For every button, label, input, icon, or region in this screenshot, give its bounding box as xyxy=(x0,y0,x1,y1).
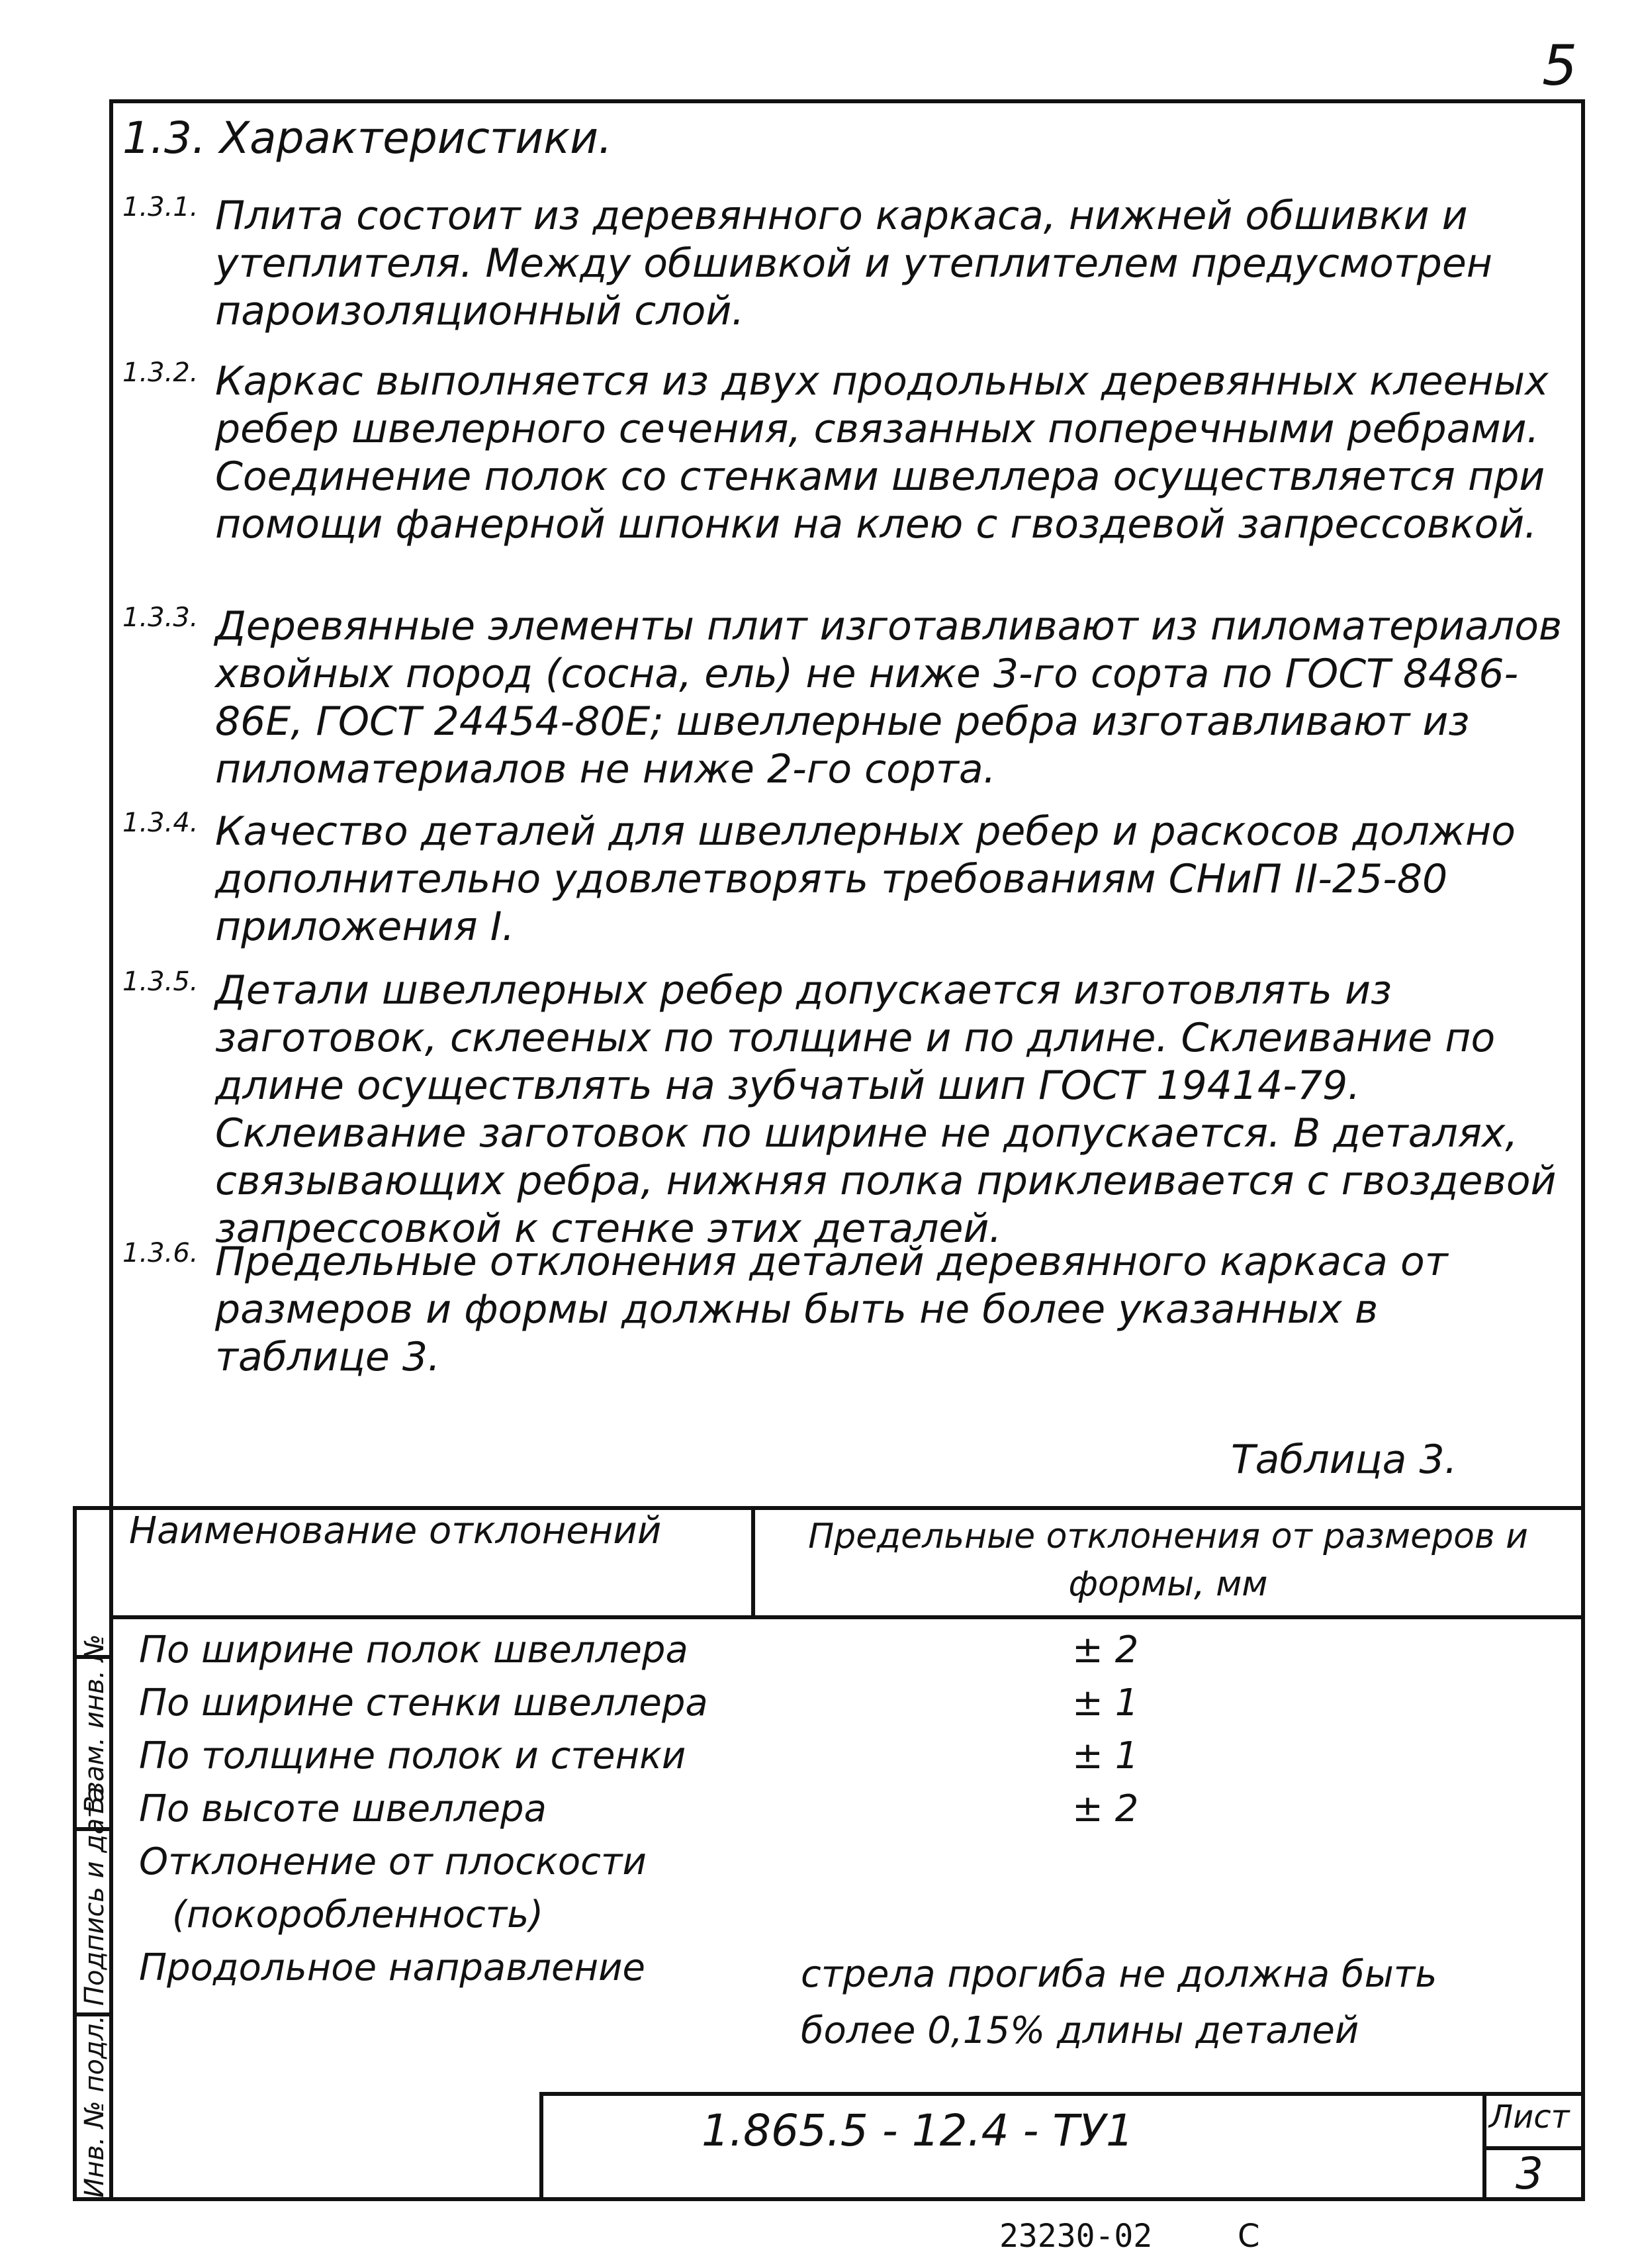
paragraph-1-3-6 xyxy=(122,1238,1576,1381)
table-row-value: ± 2 xyxy=(1072,1629,1139,1672)
sheet-number: 3 xyxy=(1516,2148,1543,2199)
table-row-name: Продольное направление xyxy=(139,1946,645,1989)
paragraph-text: Предельные отклонения деталей деревянного каркаса от размеров и формы должны быть не более указанных в таблице 3. xyxy=(215,1239,1448,1380)
stamp-label: Взам. инв. № xyxy=(79,1634,110,1814)
stamp-label: Подпись и дата xyxy=(79,1786,110,2006)
section-title: 1.3. Характеристики. xyxy=(122,113,612,164)
paragraph-number: 1.3.3. xyxy=(122,602,199,633)
table-row-name: (покоробленность) xyxy=(172,1893,544,1936)
paragraph-number: 1.3.2. xyxy=(122,357,199,388)
paragraph-number: 1.3.5. xyxy=(122,967,199,997)
paragraph-1-3-4 xyxy=(122,808,1576,951)
paragraph-1-3-3 xyxy=(122,602,1576,793)
paragraph-text: Качество деталей для швеллерных ребер и раскосов должно дополнительно удовлетворять требованиям СНиП II-25-80 приложения I. xyxy=(215,808,1516,950)
table-header-name: Наименование отклонений xyxy=(129,1509,662,1552)
table-row-name: По толщине полок и стенки xyxy=(139,1734,686,1777)
footer-archive-code: 23230-02 xyxy=(999,2218,1153,2255)
table-column-divider xyxy=(751,1506,755,1615)
table-header-limits: Предельные отклонения от размеров и формы, мм xyxy=(808,1517,1528,1604)
paragraph-number: 1.3.1. xyxy=(122,192,199,222)
page-number: 5 xyxy=(1542,33,1578,98)
footer-format-letter: С xyxy=(1238,2218,1260,2255)
table-row-value: ± 1 xyxy=(1072,1681,1139,1725)
paragraph-number: 1.3.4. xyxy=(122,808,199,838)
document-code: 1.865.5 - 12.4 - ТУ1 xyxy=(702,2105,1134,2156)
table-row-value: более 0,15% длины деталей xyxy=(801,2009,1359,2052)
table-row-name: Отклонение от плоскости xyxy=(139,1840,647,1883)
paragraph-text: Каркас выполняется из двух продольных деревянных клееных ребер швелерного сечения, связанных поперечными ребрами. Соединение полок со стенками швеллера осуществляется при помощи фанерной шпонки на клею с гвоздевой запрессовкой. xyxy=(215,358,1549,547)
paragraph-text: Деревянные элементы плит изготавливают из пиломатериалов хвойных пород (сосна, ель) не ниже 3-го сорта по ГОСТ 8486-86Е, ГОСТ 24454-80Е; швеллерные ребра изготавливают из пиломатериалов не ниже 2-го сорта. xyxy=(215,603,1563,792)
paragraph-number: 1.3.6. xyxy=(122,1238,199,1268)
table-caption: Таблица 3. xyxy=(1231,1437,1457,1483)
table-row-value: ± 2 xyxy=(1072,1787,1139,1830)
table-row-value: стрела прогиба не должна быть xyxy=(801,1953,1437,1996)
table-row-name: По высоте швеллера xyxy=(139,1787,547,1830)
paragraph-text: Плита состоит из деревянного каркаса, нижней обшивки и утеплителя. Между обшивкой и утеплителем предусмотрен пароизоляционный слой. xyxy=(215,193,1493,334)
paragraph-1-3-1 xyxy=(122,192,1576,335)
table-row-value: ± 1 xyxy=(1072,1734,1139,1777)
table-header-divider xyxy=(109,1615,1585,1619)
paragraph-1-3-5 xyxy=(122,967,1576,1252)
paragraph-text: Детали швеллерных ребер допускается изготовлять из заготовок, склееных по толщине и по длине. Склеивание по длине осуществлять на зубчатый шип ГОСТ 19414-79. Склеивание заготовок по ширине не допускается. В деталях, связывающих ребра, нижняя полка приклеивается с гвоздевой запрессовкой к стенке этих деталей. xyxy=(215,967,1557,1252)
sheet-label: Лист xyxy=(1489,2099,1570,2136)
stamp-label: Инв. № подл. xyxy=(79,2015,110,2198)
table-row-name: По ширине стенки швеллера xyxy=(139,1681,708,1725)
table-row-name: По ширине полок швеллера xyxy=(139,1629,688,1672)
paragraph-1-3-2 xyxy=(122,357,1576,548)
